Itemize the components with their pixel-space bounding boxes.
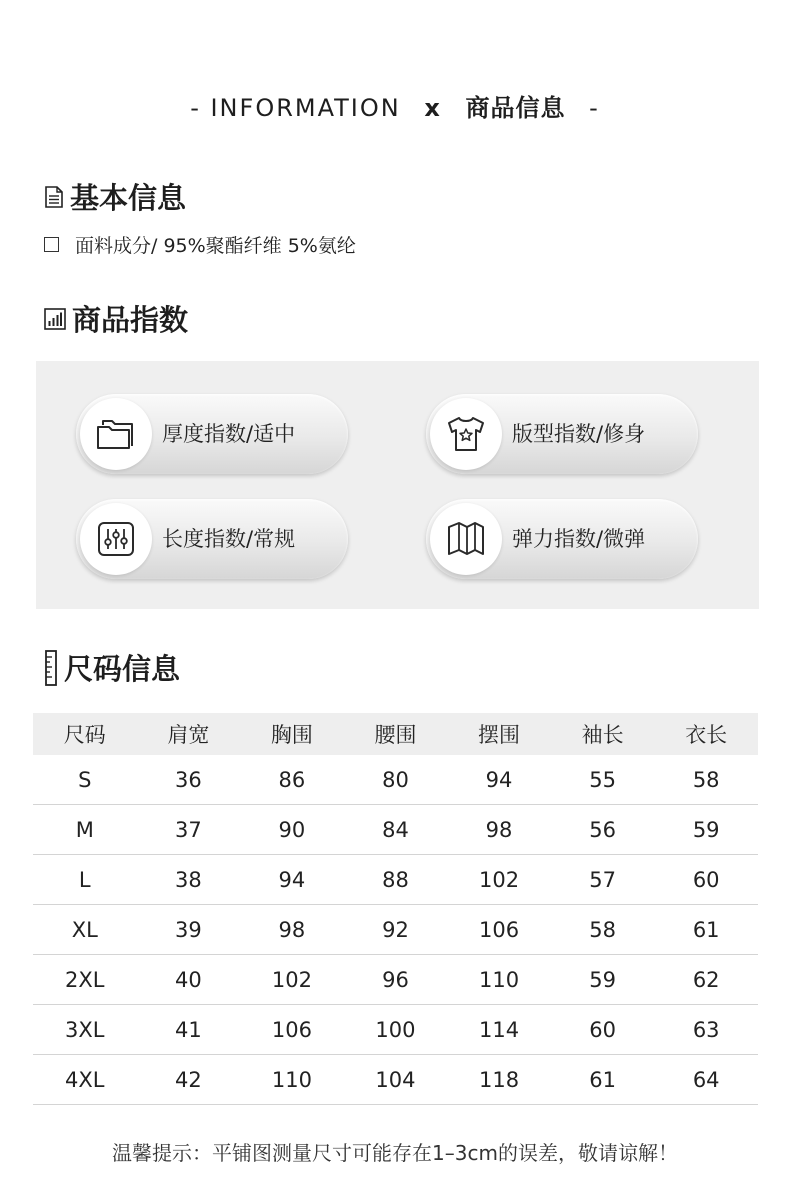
table-cell: 102 — [240, 955, 344, 1005]
table-cell: 96 — [344, 955, 448, 1005]
table-row — [33, 955, 758, 1005]
basic-info-title-text: 基本信息 — [70, 181, 187, 215]
table-cell: 3XL — [33, 1005, 137, 1055]
table-cell: 55 — [551, 755, 655, 805]
index-item-elasticity — [426, 499, 698, 579]
table-cell: 100 — [344, 1005, 448, 1055]
table-cell: 40 — [137, 955, 241, 1005]
table-cell: 110 — [240, 1055, 344, 1105]
table-cell: M — [33, 805, 137, 855]
product-index-title — [44, 298, 188, 339]
size-info-title-text: 尺码信息 — [64, 652, 181, 686]
table-cell: 106 — [447, 905, 551, 955]
table-cell: 118 — [447, 1055, 551, 1105]
table-cell: 57 — [551, 855, 655, 905]
table-cell: S — [33, 755, 137, 805]
header-x: x — [424, 94, 442, 122]
header-right: - — [589, 94, 600, 122]
index-label-thickness: 厚度指数/适中 — [162, 422, 296, 446]
table-row — [33, 755, 758, 805]
table-cell: 59 — [654, 805, 758, 855]
index-label-fit: 版型指数/修身 — [512, 422, 646, 446]
table-row — [33, 1055, 758, 1105]
table-cell: 63 — [654, 1005, 758, 1055]
header-left: - INFORMATION — [190, 94, 401, 122]
table-cell: XL — [33, 905, 137, 955]
table-cell: 106 — [240, 1005, 344, 1055]
page-header — [0, 88, 790, 123]
table-row — [33, 1005, 758, 1055]
table-cell: 110 — [447, 955, 551, 1005]
measurement-note: 温馨提示：平铺图测量尺寸可能存在1–3cm的误差，敬请谅解！ — [112, 1141, 678, 1165]
fabric-text: 面料成分/ 95%聚酯纤维 5%氨纶 — [75, 235, 356, 257]
table-row — [33, 905, 758, 955]
col-header: 摆围 — [447, 713, 551, 755]
checkbox-square-icon — [44, 237, 59, 252]
table-cell: 42 — [137, 1055, 241, 1105]
index-item-length — [76, 499, 348, 579]
document-icon — [44, 186, 64, 208]
ruler-icon — [44, 650, 58, 686]
table-cell: 60 — [654, 855, 758, 905]
product-index-title-text: 商品指数 — [72, 303, 189, 337]
table-cell: 94 — [447, 755, 551, 805]
table-cell: 98 — [240, 905, 344, 955]
table-row — [33, 805, 758, 855]
table-cell: 59 — [551, 955, 655, 1005]
index-label-elasticity: 弹力指数/微弹 — [512, 527, 646, 551]
table-cell: 80 — [344, 755, 448, 805]
table-cell: 104 — [344, 1055, 448, 1105]
index-item-thickness — [76, 394, 348, 474]
table-cell: 88 — [344, 855, 448, 905]
basic-info-title — [44, 176, 186, 217]
table-cell: 92 — [344, 905, 448, 955]
table-cell: 4XL — [33, 1055, 137, 1105]
table-cell: 37 — [137, 805, 241, 855]
chart-box-icon — [44, 308, 66, 330]
folder-icon — [96, 417, 136, 451]
table-cell: 60 — [551, 1005, 655, 1055]
sliders-icon — [97, 521, 135, 557]
size-table-header — [33, 713, 758, 755]
table-cell: 36 — [137, 755, 241, 805]
table-cell: 56 — [551, 805, 655, 855]
index-label-length: 长度指数/常规 — [162, 527, 296, 551]
table-cell: 64 — [654, 1055, 758, 1105]
table-cell: 41 — [137, 1005, 241, 1055]
table-cell: 38 — [137, 855, 241, 905]
table-cell: 86 — [240, 755, 344, 805]
col-header: 肩宽 — [137, 713, 241, 755]
size-info-title — [44, 647, 180, 688]
table-cell: L — [33, 855, 137, 905]
table-cell: 39 — [137, 905, 241, 955]
col-header: 胸围 — [240, 713, 344, 755]
table-cell: 102 — [447, 855, 551, 905]
table-cell: 84 — [344, 805, 448, 855]
tshirt-icon — [446, 415, 486, 453]
stretch-map-icon — [446, 520, 486, 558]
col-header: 尺码 — [33, 713, 137, 755]
table-row — [33, 855, 758, 905]
table-cell: 98 — [447, 805, 551, 855]
header-cn: 商品信息 — [465, 94, 566, 122]
fabric-row — [44, 231, 356, 258]
table-cell: 58 — [551, 905, 655, 955]
table-cell: 61 — [654, 905, 758, 955]
table-cell: 114 — [447, 1005, 551, 1055]
col-header: 衣长 — [654, 713, 758, 755]
index-item-fit — [426, 394, 698, 474]
table-cell: 58 — [654, 755, 758, 805]
table-cell: 90 — [240, 805, 344, 855]
table-cell: 2XL — [33, 955, 137, 1005]
col-header: 腰围 — [344, 713, 448, 755]
index-panel — [36, 361, 759, 609]
table-cell: 94 — [240, 855, 344, 905]
size-table — [33, 713, 758, 1105]
table-cell: 61 — [551, 1055, 655, 1105]
table-cell: 62 — [654, 955, 758, 1005]
col-header: 袖长 — [551, 713, 655, 755]
